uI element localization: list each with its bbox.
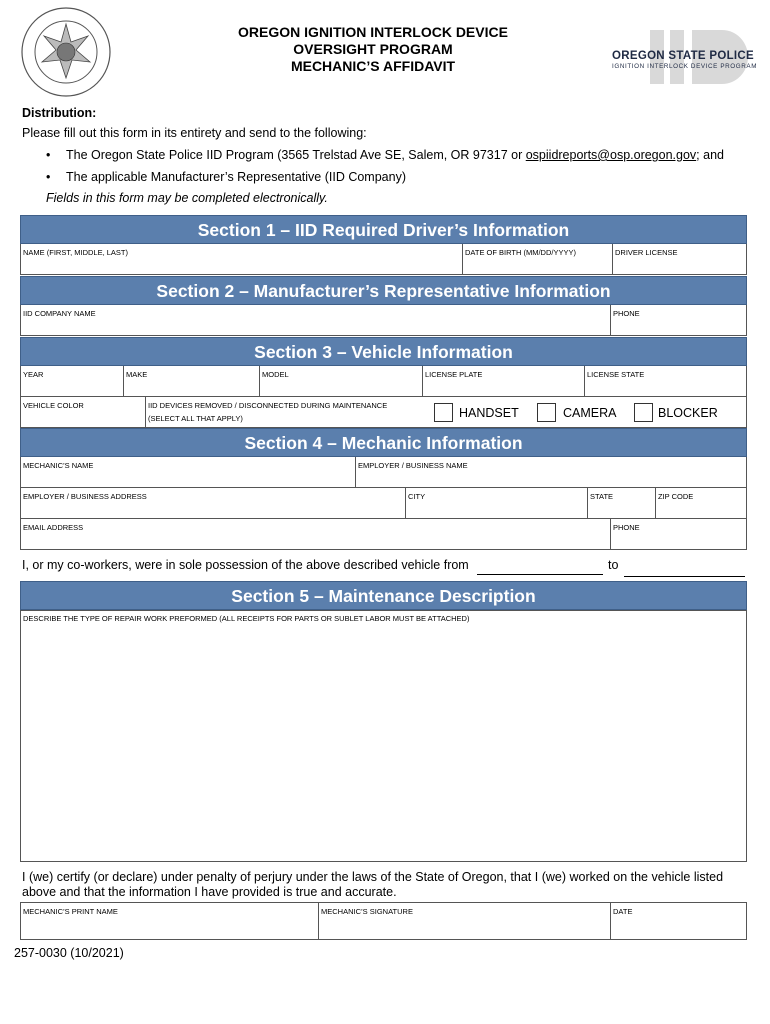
license-state-label: LICENSE STATE xyxy=(587,370,645,379)
bullet1-text: The Oregon State Police IID Program (3565 Trelstad Ave SE, Salem, OR 97317 or xyxy=(66,148,526,162)
iid-company-label: IID COMPANY NAME xyxy=(23,309,96,318)
state-field[interactable] xyxy=(587,488,655,518)
certification-line2: above and that the information I have provided is true and accurate. xyxy=(22,885,397,899)
section3-header: Section 3 – Vehicle Information xyxy=(20,337,747,366)
iid-devices-field xyxy=(145,397,746,427)
iid-devices-label: IID DEVICES REMOVED / DISCONNECTED DURING MAINTENANCE xyxy=(148,401,388,410)
section4-row1 xyxy=(20,457,747,488)
distribution-title: Distribution: xyxy=(22,106,97,120)
possession-to-label: to xyxy=(608,558,619,572)
signature-row xyxy=(20,902,747,940)
company-phone-field[interactable] xyxy=(610,305,746,335)
city-field[interactable] xyxy=(405,488,587,518)
license-state-field[interactable] xyxy=(584,366,746,396)
employer-address-field[interactable] xyxy=(21,488,405,518)
state-label: STATE xyxy=(590,492,614,501)
email-label: EMAIL ADDRESS xyxy=(23,523,84,532)
certification-statement xyxy=(22,870,742,900)
vehicle-color-field[interactable] xyxy=(21,397,145,427)
bullet1-tail: ; and xyxy=(696,148,724,162)
possession-statement: I, or my co-workers, were in sole possession of the above described vehicle from xyxy=(22,558,469,572)
date-field[interactable] xyxy=(610,903,746,939)
osp-iid-logo xyxy=(612,28,760,88)
email-link[interactable]: ospiidreports@osp.oregon.gov xyxy=(525,148,697,162)
logo-text: OREGON STATE POLICE xyxy=(612,50,755,62)
model-field[interactable] xyxy=(259,366,422,396)
mechanic-print-name-field[interactable] xyxy=(21,903,318,939)
camera-label: CAMERA xyxy=(563,406,617,420)
mechanic-signature-field[interactable] xyxy=(318,903,610,939)
form-title-line3: MECHANIC’S AFFIDAVIT xyxy=(290,58,456,74)
section3-row2 xyxy=(20,397,747,428)
make-label: MAKE xyxy=(126,370,148,379)
iid-devices-hint: (SELECT ALL THAT APPLY) xyxy=(148,414,243,423)
section2-header: Section 2 – Manufacturer’s Representative Information xyxy=(20,276,747,305)
section3-row1 xyxy=(20,366,747,397)
employer-name-label: EMPLOYER / BUSINESS NAME xyxy=(358,461,468,470)
employer-name-field[interactable] xyxy=(355,457,746,487)
driver-name-field[interactable] xyxy=(21,244,462,274)
signature-label: MECHANIC’S SIGNATURE xyxy=(321,907,413,916)
year-label: YEAR xyxy=(23,370,44,379)
section5-header: Section 5 – Maintenance Description xyxy=(20,581,747,610)
employer-address-label: EMPLOYER / BUSINESS ADDRESS xyxy=(23,492,147,501)
mechanic-phone-field[interactable] xyxy=(610,519,746,549)
mechanic-phone-label: PHONE xyxy=(613,523,640,532)
form-title-line2: OVERSIGHT PROGRAM xyxy=(293,41,453,57)
blocker-checkbox[interactable] xyxy=(634,403,653,422)
year-field[interactable] xyxy=(21,366,123,396)
logo-subtitle: IGNITION INTERLOCK DEVICE PROGRAM xyxy=(612,63,758,70)
camera-checkbox[interactable] xyxy=(537,403,556,422)
section4-header: Section 4 – Mechanic Information xyxy=(20,428,747,457)
license-plate-field[interactable] xyxy=(422,366,584,396)
dob-label: DATE OF BIRTH (MM/DD/YYYY) xyxy=(465,248,576,257)
maintenance-description-field[interactable] xyxy=(20,610,747,862)
print-name-label: MECHANIC’S PRINT NAME xyxy=(23,907,118,916)
section4-row3 xyxy=(20,519,747,550)
section4-row2 xyxy=(20,488,747,519)
section1-header: Section 1 – IID Required Driver’s Information xyxy=(20,215,747,244)
handset-label: HANDSET xyxy=(459,406,519,420)
model-label: MODEL xyxy=(262,370,289,379)
city-label: CITY xyxy=(408,492,426,501)
zip-code-field[interactable] xyxy=(655,488,746,518)
mechanic-name-label: MECHANIC’S NAME xyxy=(23,461,94,470)
email-field[interactable] xyxy=(21,519,610,549)
make-field[interactable] xyxy=(123,366,259,396)
zip-code-label: ZIP CODE xyxy=(658,492,694,501)
driver-name-label: NAME (FIRST, MIDDLE, LAST) xyxy=(23,248,129,257)
handset-checkbox[interactable] xyxy=(434,403,453,422)
driver-license-label: DRIVER LICENSE xyxy=(615,248,678,257)
iid-company-field[interactable] xyxy=(21,305,610,335)
electronic-note: Fields in this form may be completed electronically. xyxy=(46,191,328,205)
date-label: DATE xyxy=(613,907,633,916)
mechanic-name-field[interactable] xyxy=(21,457,355,487)
distribution-bullet-manufacturer: • The applicable Manufacturer’s Representative (IID Company) xyxy=(46,170,406,184)
blocker-label: BLOCKER xyxy=(658,406,718,420)
certification-line1: I (we) certify (or declare) under penalty of perjury under the laws of the State of Oregon, that I (we) worked on the vehicle listed xyxy=(22,870,724,884)
dob-field[interactable] xyxy=(462,244,612,274)
bullet2-text: The applicable Manufacturer’s Representative (IID Company) xyxy=(66,170,406,184)
distribution-intro: Please fill out this form in its entirety and send to the following: xyxy=(22,126,367,140)
form-title xyxy=(200,24,546,75)
section2-row xyxy=(20,305,747,336)
driver-license-field[interactable] xyxy=(612,244,746,274)
maintenance-description-label: DESCRIBE THE TYPE OF REPAIR WORK PREFORMED (ALL RECEIPTS FOR PARTS OR SUBLET LABOR MUST BE ATTACHED) xyxy=(23,614,470,623)
possession-from-input[interactable] xyxy=(477,574,603,575)
section1-row xyxy=(20,244,747,275)
distribution-bullet-osp: • The Oregon State Police IID Program (3565 Trelstad Ave SE, Salem, OR 97317 or ospiidreports@osp.oregon.gov; and xyxy=(46,148,724,162)
osp-seal-logo xyxy=(20,6,112,98)
company-phone-label: PHONE xyxy=(613,309,640,318)
form-title-line1: OREGON IGNITION INTERLOCK DEVICE xyxy=(238,24,508,40)
vehicle-color-label: VEHICLE COLOR xyxy=(23,401,84,410)
possession-to-input[interactable] xyxy=(624,576,745,577)
form-number: 257-0030 (10/2021) xyxy=(14,946,124,960)
license-plate-label: LICENSE PLATE xyxy=(425,370,483,379)
